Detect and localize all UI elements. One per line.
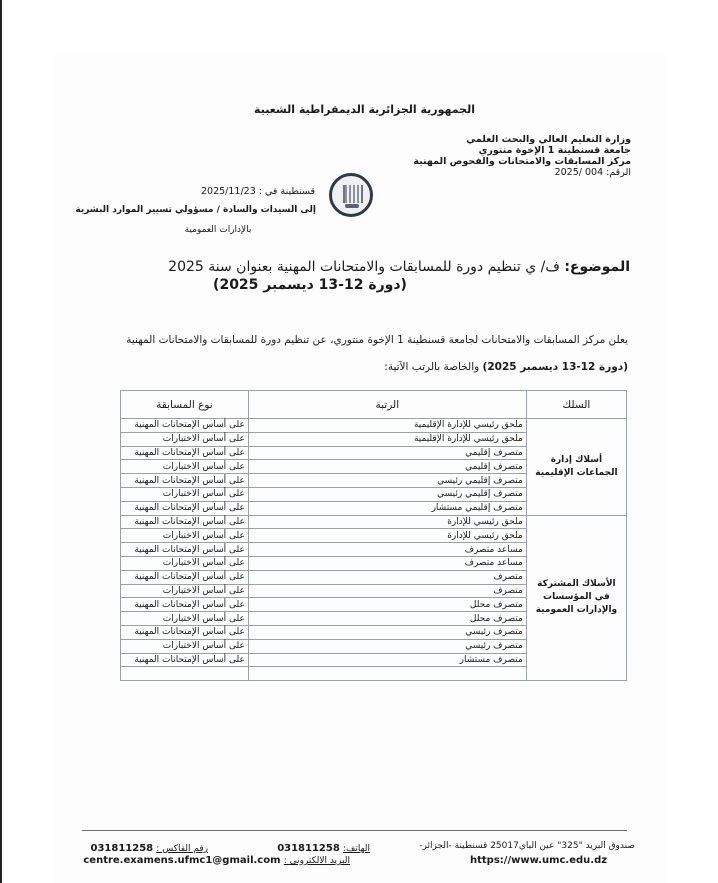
grade-cell xyxy=(248,667,526,681)
reference-number xyxy=(440,167,631,178)
footer-phone xyxy=(260,843,370,854)
university-seal-icon xyxy=(329,173,373,217)
footer-divider xyxy=(82,830,627,831)
fax-label: رقم الفاكس : xyxy=(156,844,208,854)
date-line xyxy=(105,186,315,197)
grade-cell: متصرف xyxy=(248,570,526,584)
type-cell: على أساس الإمتحانات المهنية xyxy=(121,653,249,667)
grade-cell: متصرف xyxy=(248,584,526,598)
grade-cell: ملحق رئيسي للإدارة الإقليمية xyxy=(248,419,526,433)
subject-label: الموضوع: xyxy=(564,259,630,275)
header-grade: الرتبة xyxy=(248,391,526,419)
type-cell: على أساس الاختبارات xyxy=(121,556,249,570)
subject-text: ف/ ي تنظيم دورة للمسابقات والامتحانات المهنية بعنوان سنة 2025 xyxy=(168,259,560,275)
corps-cell: الأسلاك المشتركة في المؤسسات والإدارات العمومية xyxy=(526,515,626,681)
recipient-line2: بالإدارات العمومية xyxy=(184,225,252,235)
grade-cell: متصرف إقليمي xyxy=(248,446,526,460)
fax-value: 031811258 xyxy=(90,843,154,854)
window-left-border xyxy=(0,0,2,883)
grade-cell: متصرف إقليمي مستشار xyxy=(248,501,526,515)
date-value: 2025/11/23 xyxy=(201,186,256,197)
email-label: البريد الالكتروني : xyxy=(283,856,350,866)
grade-cell: متصرف محلل xyxy=(248,612,526,626)
phone-value: 031811258 xyxy=(277,843,340,854)
grades-table xyxy=(120,390,627,681)
grade-cell: متصرف رئيسي xyxy=(248,639,526,653)
type-cell: على أساس الإمتحانات المهنية xyxy=(121,543,249,557)
type-cell: على أساس الإمتحانات المهنية xyxy=(121,598,249,612)
footer-website-link[interactable]: https://www.umc.edu.dz xyxy=(470,855,608,866)
type-cell: على أساس الإمتحانات المهنية xyxy=(121,474,249,488)
type-cell: على أساس الإمتحانات المهنية xyxy=(121,501,249,515)
type-cell: على أساس الاختبارات xyxy=(121,639,249,653)
type-cell: على أساس الإمتحانات المهنية xyxy=(121,419,249,433)
grade-cell: متصرف مستشار xyxy=(248,653,526,667)
grade-cell: ملحق رئيسي للإدارة xyxy=(248,515,526,529)
grade-cell: مساعد متصرف xyxy=(248,556,526,570)
reference-value: 2025/ 004 xyxy=(554,167,604,178)
phone-label: الهاتف: xyxy=(343,844,370,854)
type-cell: على أساس الاختبارات xyxy=(121,584,249,598)
centre-name: مركز المسابقات والامتحانات والفحوص المهنية xyxy=(413,156,631,167)
grade-cell: ملحق رئيسي للإدارة xyxy=(248,529,526,543)
footer-fax xyxy=(90,843,208,854)
recipient: إلى السيدات والسادة / مسؤولي تسيير الموارد البشرية xyxy=(75,205,316,215)
grade-cell: متصرف إقليمي رئيسي xyxy=(248,487,526,501)
header-corps: السلك xyxy=(526,391,626,419)
type-cell xyxy=(121,667,249,681)
type-cell: على أساس الإمتحانات المهنية xyxy=(121,625,249,639)
grade-cell: متصرف رئيسي xyxy=(248,625,526,639)
subject-session: (دورة 12-13 ديسمبر 2025) xyxy=(213,277,407,293)
table-row xyxy=(121,515,627,529)
table-header-row xyxy=(121,391,627,419)
date-label: قسنطينة في : xyxy=(258,186,315,197)
type-cell: على أساس الإمتحانات المهنية xyxy=(121,570,249,584)
reference-label: الرقم: xyxy=(606,167,631,178)
email-value-link[interactable]: centre.examens.ufmc1@gmail.com xyxy=(83,855,281,866)
type-cell: على أساس الإمتحانات المهنية xyxy=(121,446,249,460)
header-type: نوع المسابقة xyxy=(121,391,249,419)
type-cell: على أساس الاختبارات xyxy=(121,529,249,543)
grade-cell: متصرف محلل xyxy=(248,598,526,612)
announcement-line2 xyxy=(100,361,628,373)
announcement-line1: يعلن مركز المسابقات والامتحانات لجامعة قسنطينة 1 الإخوة منتوري، عن تنظيم دورة للمسابقات والامتحانات المهنية xyxy=(126,334,628,346)
table-row xyxy=(121,419,627,433)
ministry-name: وزارة التعليم العالي والبحث العلمي xyxy=(466,134,631,145)
type-cell: على أساس الإمتحانات المهنية xyxy=(121,515,249,529)
university-name: جامعة قسنطينة 1 الإخوة منتوري xyxy=(478,145,631,156)
footer-email xyxy=(80,855,350,866)
type-cell: على أساس الاختبارات xyxy=(121,460,249,474)
grade-cell: متصرف إقليمي رئيسي xyxy=(248,474,526,488)
type-cell: على أساس الاختبارات xyxy=(121,487,249,501)
footer-address: صندوق البريد "325" عين الباي25017 قسنطينة -الجزائر- xyxy=(419,841,635,851)
institution-block xyxy=(413,134,631,178)
announcement-rest: والخاصة بالرتب الآتية: xyxy=(384,361,483,373)
grade-cell: ملحق رئيسي للإدارة الإقليمية xyxy=(248,432,526,446)
type-cell: على أساس الاختبارات xyxy=(121,612,249,626)
grade-cell: متصرف إقليمي xyxy=(248,460,526,474)
session-dates: (دورة 12-13 ديسمبر 2025) xyxy=(482,361,628,373)
grade-cell: مساعد متصرف xyxy=(248,543,526,557)
republic-heading: الجمهورية الجزائرية الديمقراطية الشعبية xyxy=(254,103,475,116)
corps-cell: أسلاك إدارة الجماعات الإقليمية xyxy=(526,419,626,516)
type-cell: على أساس الاختبارات xyxy=(121,432,249,446)
subject-line xyxy=(168,259,630,276)
